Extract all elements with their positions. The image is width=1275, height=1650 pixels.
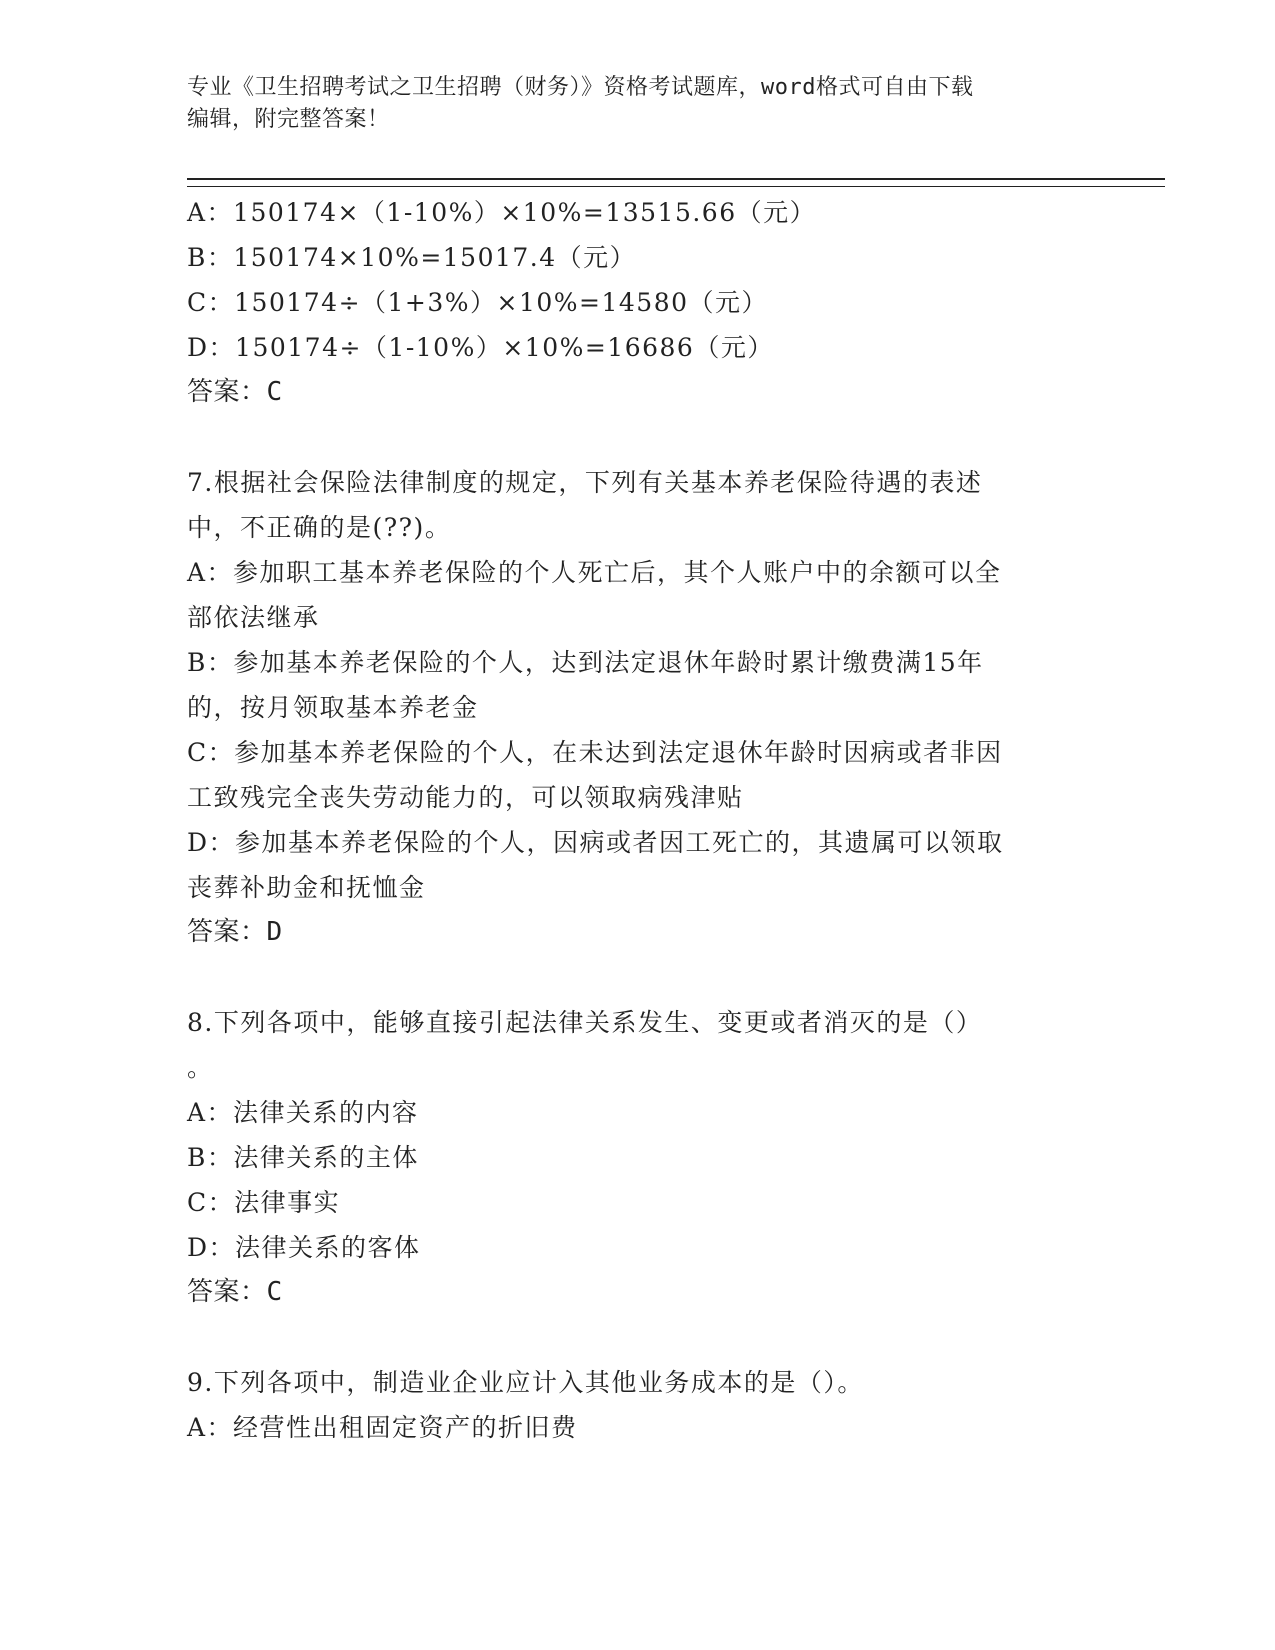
q6-option-b: B：150174×10%=15017.4（元） [187, 243, 637, 272]
document-header [187, 72, 1087, 136]
q8-stem-line-1: 8.下列各项中，能够直接引起法律关系发生、变更或者消灭的是（） [187, 1008, 983, 1037]
question-9 [187, 1360, 1087, 1450]
q8-option-c: C：法律事实 [187, 1188, 341, 1217]
question-8 [187, 1000, 1087, 1315]
q8-option-a: A：法律关系的内容 [187, 1098, 419, 1127]
question-7 [187, 460, 1087, 955]
q6-option-a: A：150174×（1-10%）×10%=13515.66（元） [187, 198, 817, 227]
q8-option-d: D：法律关系的客体 [187, 1233, 421, 1262]
q7-option-a-line-2: 部依法继承 [187, 603, 320, 632]
q7-option-c-line-2: 工致残完全丧失劳动能力的，可以领取病残津贴 [187, 783, 744, 812]
q7-stem-line-2: 中，不正确的是(??)。 [187, 513, 452, 542]
q9-option-a: A：经营性出租固定资产的折旧费 [187, 1413, 578, 1442]
spacer [187, 955, 1087, 1000]
q7-stem-line-1: 7.根据社会保险法律制度的规定，下列有关基本养老保险待遇的表述 [187, 468, 983, 497]
q7-option-b-line-2: 的，按月领取基本养老金 [187, 693, 479, 722]
q6-option-d: D：150174÷（1-10%）×10%=16686（元） [187, 333, 774, 362]
q8-stem-line-2: 。 [187, 1053, 214, 1082]
q7-option-a-line-1: A：参加职工基本养老保险的个人死亡后，其个人账户中的余额可以全 [187, 558, 1002, 587]
question-content [187, 190, 1087, 1450]
q7-answer: 答案：D [187, 917, 283, 947]
q6-option-c: C：150174÷（1+3%）×10%=14580（元） [187, 288, 769, 317]
header-divider [187, 178, 1165, 187]
question-6 [187, 190, 1087, 415]
header-line-1: 专业《卫生招聘考试之卫生招聘（财务）》资格考试题库，word格式可自由下载 [187, 75, 974, 100]
q7-option-c-line-1: C：参加基本养老保险的个人，在未达到法定退休年龄时因病或者非因 [187, 738, 1003, 767]
q7-option-d-line-2: 丧葬补助金和抚恤金 [187, 873, 426, 902]
spacer [187, 1315, 1087, 1360]
spacer [187, 415, 1087, 460]
header-line-2: 编辑，附完整答案！ [187, 107, 390, 132]
q8-answer: 答案：C [187, 1277, 283, 1307]
q9-stem: 9.下列各项中，制造业企业应计入其他业务成本的是（）。 [187, 1368, 864, 1397]
q7-option-d-line-1: D：参加基本养老保险的个人，因病或者因工死亡的，其遗属可以领取 [187, 828, 1004, 857]
q6-answer: 答案：C [187, 377, 283, 407]
q8-option-b: B：法律关系的主体 [187, 1143, 419, 1172]
q7-option-b-line-1: B：参加基本养老保险的个人，达到法定退休年龄时累计缴费满15年 [187, 648, 984, 677]
